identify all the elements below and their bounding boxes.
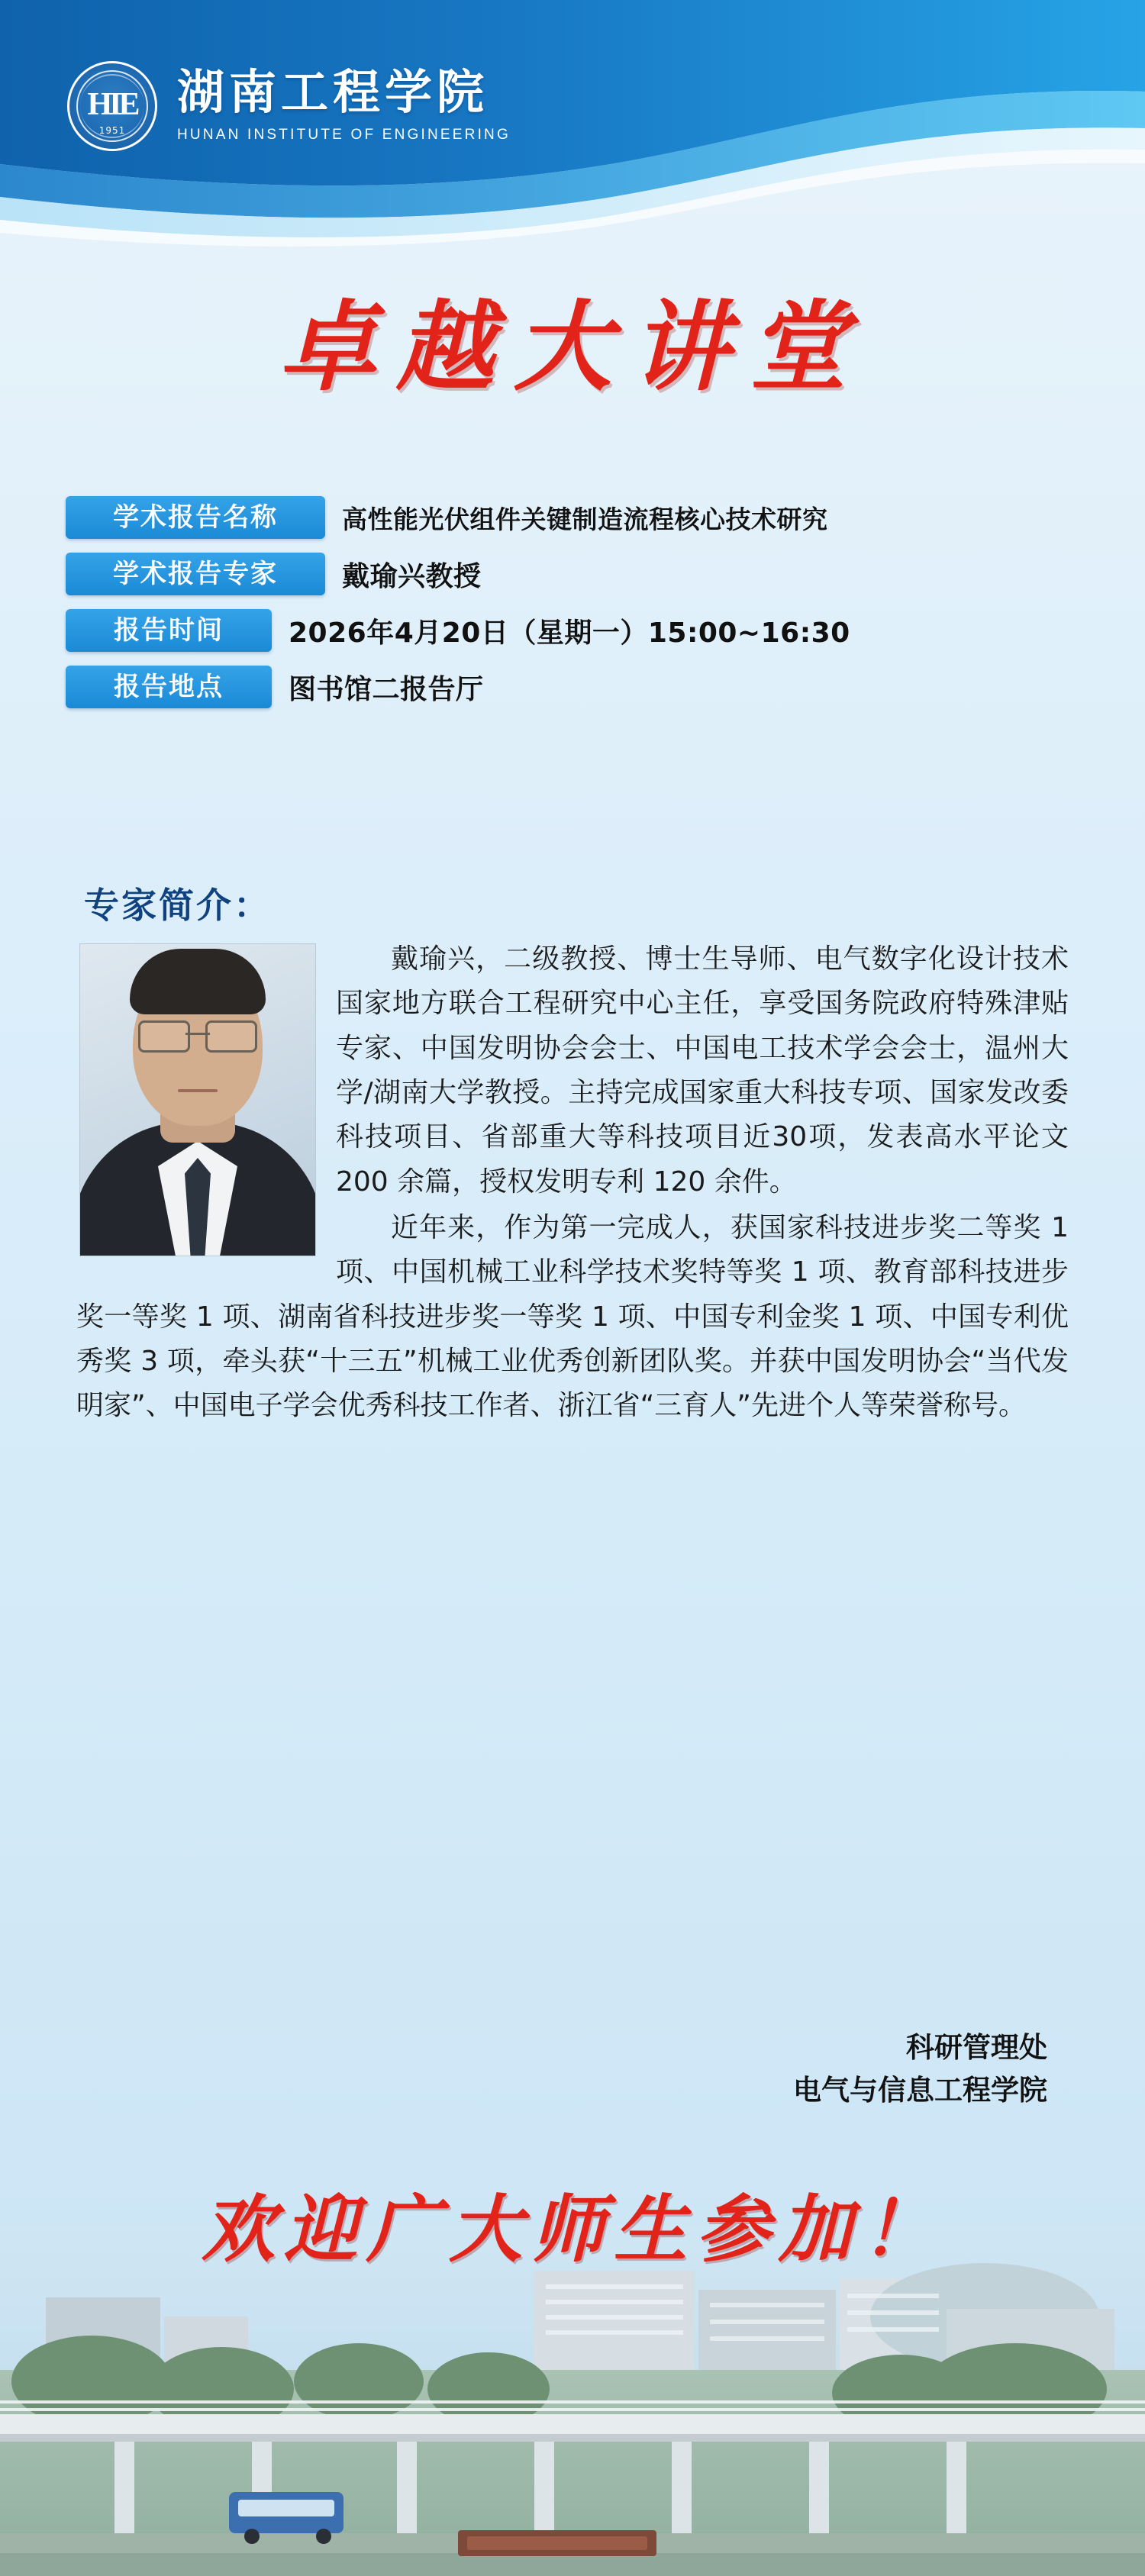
campus-photo-footer [0,2225,1145,2576]
campus-illustration [0,2225,1145,2576]
bio-body [76,937,1069,1428]
bio-paragraph-1: 戴瑜兴，二级教授、博士生导师、电气数字化设计技术国家地方联合工程研究中心主任，享受国务院政府特殊津贴专家、中国发明协会会士、中国电工技术学会会士，温州大学/湖南大学教授。主持完成国家重大科技专项、国家发改委科技项目、省部重大等科技项目近30项，发表高水平论文 200 余篇，授权发明专利 120 余件。 [336,943,1069,1198]
info-label-venue: 报告地点 [66,666,272,708]
institution-name-cn: 湖南工程学院 [177,67,489,120]
info-row-time [66,609,1089,652]
info-row-venue [66,666,1089,708]
organizer-line-2: 电气与信息工程学院 [793,2073,1047,2107]
institution-name-block [177,69,511,143]
welcome-slogan: 欢迎广大师生参加！ [202,2186,943,2272]
info-label-topic: 学术报告名称 [66,496,325,539]
organizer-signature [0,2026,1047,2111]
organizer-line-1: 科研管理处 [906,2031,1047,2064]
info-value-speaker: 戴瑜兴教授 [342,560,482,592]
info-value-time: 2026年4月20日（星期一）15:00~16:30 [289,617,850,649]
institution-logo [67,61,511,151]
info-row-topic [66,496,1089,539]
header-banner [0,0,1145,252]
info-label-speaker: 学术报告专家 [66,553,325,595]
info-label-time: 报告时间 [66,609,272,652]
info-row-speaker [66,553,1089,595]
bio-heading: 专家简介： [84,885,271,926]
bio-paragraph-2: 近年来，作为第一完成人，获国家科技进步奖二等奖 1 项、中国机械工业科学技术奖特等奖 1 项、教育部科技进步奖一等奖 1 项、湖南省科技进步奖一等奖 1 项、中国专利金奖 1 项、中国专利优秀奖 3 项，牵头获“十三五”机械工业优秀创新团队奖。并获中国发明协会“当代发明家”、中国电子学会优秀科技工作者、浙江省“三育人”先进个人等荣誉称号。 [76,1211,1069,1422]
speaker-portrait-photo [79,943,316,1256]
seal-monogram: HIE [87,87,137,123]
university-seal-icon [67,61,157,151]
page-title: 卓越大讲堂 [278,290,866,405]
info-value-topic: 高性能光伏组件关键制造流程核心技术研究 [342,504,828,534]
institution-name-en: HUNAN INSTITUTE OF ENGINEERING [177,126,511,143]
lecture-info-list [66,496,1089,722]
info-value-venue: 图书馆二报告厅 [289,673,484,705]
seal-year: 1951 [98,125,126,136]
